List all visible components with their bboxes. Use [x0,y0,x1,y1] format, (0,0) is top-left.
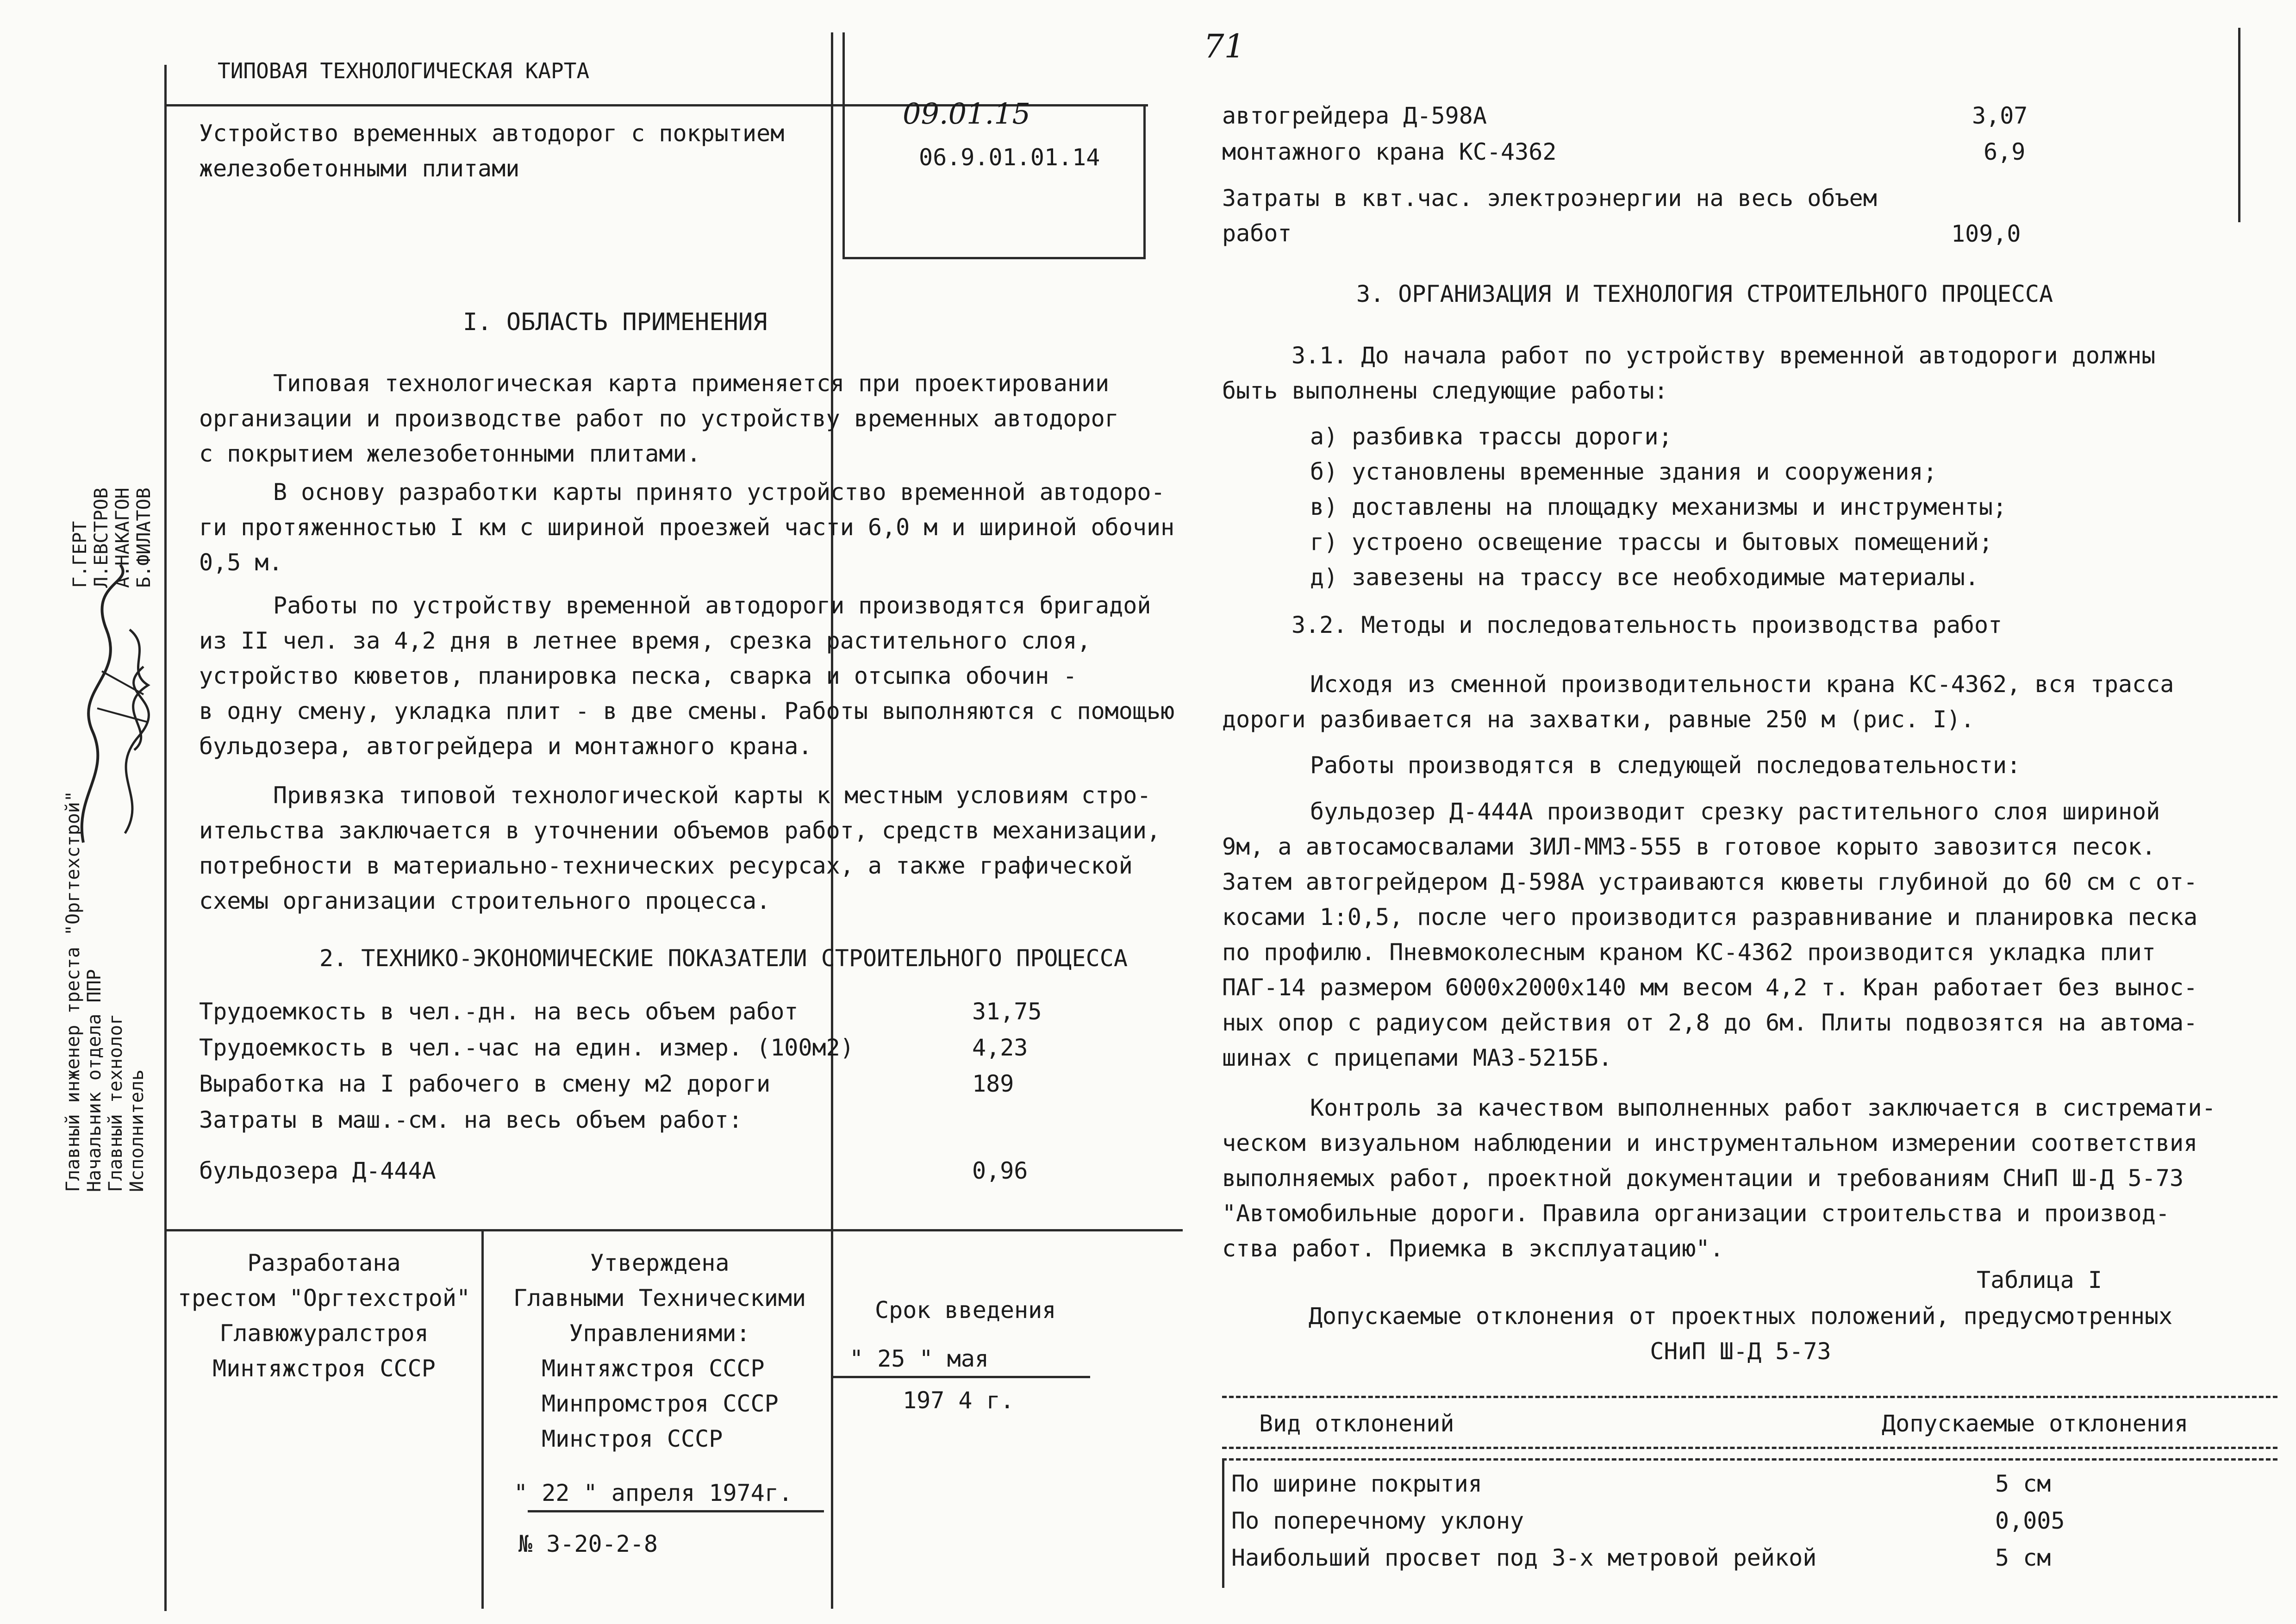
indicator-row: Трудоемкость в чел.-час на един. измер. (100м2) 4,23 [199,1034,1028,1061]
list-item: б) установлены временные здания и сооружения; [1310,458,1937,485]
energy-value: 109,0 [1951,220,2021,247]
section3-2-paragraph-2: Работы производятся в следующей последовательности: [1310,752,2021,779]
section3-2-paragraph-4: Контроль за качеством выполненных работ заключается в систремати- ческом визуальном наблюдении и инструментальном измерении соответствия выполняемых работ, проектной документации и требованиям СНиП Ш-Д 5-73 "Автомобильные дороги. Правила организации строительства и производ- ства работ. Приемка в эксплуатацию". [1222,1094,2216,1262]
section1-title: I. ОБЛАСТЬ ПРИМЕНЕНИЯ [463,308,767,336]
term-year: 197 4 г. [903,1387,1014,1414]
list-item: г) устроено освещение трассы и бытовых помещений; [1310,529,1993,556]
indicator-row: монтажного крана КС-4362 6,9 [1222,138,2026,165]
list-item: в) доставлены на площадку механизмы и инструменты; [1310,493,2007,520]
handwritten-code: 09.01.15 [903,97,1031,131]
section3-title: 3. ОРГАНИЗАЦИЯ И ТЕХНОЛОГИЯ СТРОИТЕЛЬНОГО ПРОЦЕССА [1356,281,2053,307]
developed-by-block: Разработана трестом "Оргтехстрой" Главюжуралстроя Минтяжстроя СССР [177,1249,471,1382]
table-row: По ширине покрытия 5 см [1231,1470,2051,1497]
right-edge-line [2238,28,2240,222]
doc-title: Устройство временных автодорог с покрытием железобетонными плитами [199,120,785,182]
table-number: Таблица I [1977,1267,2102,1293]
section3-2-paragraph-1: Исходя из сменной производительности крана КС-4362, вся трасса дороги разбивается на захватки, равные 250 м (рис. I). [1222,671,2174,733]
indicator-row: Трудоемкость в чел.-дн. на весь объем работ 31,75 [199,998,1042,1025]
signature-image [56,556,162,856]
indicators-table [199,1000,1079,1195]
tolerance-table-body [1231,1472,2250,1583]
section1-paragraph-4: Привязка типовой технологической карты к местным условиям стро- ительства заключается в уточнении объемов работ, средств механизации, потребности в материально-технических ресурсах, а также графической схемы организации строительного процесса. [199,782,1161,914]
table-row: Наибольший просвет под 3-х метровой рейкой 5 см [1231,1544,2051,1571]
indicator-row: бульдозера Д-444А 0,96 [199,1157,1028,1184]
table-header-rule-2 [1222,1458,2277,1461]
footer-divider-1 [481,1229,484,1609]
side-stamp-roles: Главный инженер треста "Оргтехстрой" Начальник отдела ППР Главный технолог Исполнитель [62,791,148,1192]
approved-date: " 22 " апреля 1974г. [514,1480,793,1506]
indicator-row: Выработка на I рабочего в смену м2 дороги 189 [199,1070,1014,1097]
approved-by-block: Утверждена Главными Техническими Управлениями: Минтяжстроя СССР Минпромстроя СССР Минстроя СССР [513,1249,806,1452]
list-item: д) завезены на трассу все необходимые материалы. [1310,564,1979,591]
section2-title: 2. ТЕХНИКО-ЭКОНОМИЧЕСКИЕ ПОКАЗАТЕЛИ СТРОИТЕЛЬНОГО ПРОЦЕССА [319,945,1128,972]
approved-date-underline [528,1510,824,1512]
list-item: а) разбивка трассы дороги; [1310,423,1672,450]
section3-2-title: 3.2. Методы и последовательность производства работ [1292,612,2003,638]
indicator-row: автогрейдера Д-598А 3,07 [1222,102,2028,129]
section3-1-intro: 3.1. До начала работ по устройству временной автодороги должны быть выполнены следующие работы: [1222,342,2156,404]
indicator-row: Затраты в маш.-см. на весь объем работ: [199,1106,742,1133]
energy-consumption: Затраты в квт.час. электроэнергии на весь объем работ [1222,185,1877,247]
header-code-bottom [842,257,1146,259]
term-date-underline [831,1376,1090,1378]
term-title: Срок введения [875,1297,1056,1324]
section1-paragraph-3: Работы по устройству временной автодороги производятся бригадой из II чел. за 4,2 дня в летнее время, срезка растительного слоя, устройство кюветов, планировка песка, сварка и отсыпка обочин - в одну смену, укладка плит - в две смены. Работы выполняются с помощью бульдозера, автогрейдера и монтажного крана. [199,592,1175,760]
footer-divider-2 [831,1229,833,1609]
doc-code: 06.9.01.01.14 [919,144,1100,171]
section3-1-list [1310,419,2007,595]
table-caption: Допускаемые отклонения от проектных положений, предусмотренных СНиП Ш-Д 5-73 [1308,1303,2173,1365]
protocol-number: № 3-20-2-8 [518,1530,658,1557]
page-mark: 71 [1204,27,1245,65]
term-date: " 25 " мая [849,1345,989,1372]
side-stamp-names: Г.ГЕРТ Л.ЕВСТРОВ А.НАКАГОН Б.ФИЛАТОВ [69,487,155,588]
footer-top-line [164,1229,1183,1231]
table-top-rule [1222,1396,2277,1398]
header-right-border [1143,104,1146,259]
section1-paragraph-2: В основу разработки карты принято устройство временной автодоро- ги протяженностью I км с шириной проезжей части 6,0 м и шириной обочин 0,5 м. [199,479,1175,576]
section1-paragraph-1: Типовая технологическая карта применяется при проектировании организации и производстве работ по устройству временных автодорог с покрытием железобетонными плитами. [199,370,1119,467]
table-col-tolerance: Допускаемые отклонения [1882,1410,2189,1437]
section3-2-paragraph-3: бульдозер Д-444А производит срезку растительного слоя шириной 9м, а автосамосвалами ЗИЛ-ММЗ-555 в готовое корыто завозится песок. Затем автогрейдером Д-598А устраиваются кюветы глубиной до 60 см с от- косами 1:0,5, после чего производится разравнивание и планировка песка по профилю. Пневмоколесным краном КС-4362 производится укладка плит ПАГ-14 размером 6000х2000х140 мм весом 4,2 т. Кран работает без вынос- ных опор с радиусом действия от 2,8 до 6м. Плиты подвозятся на автома- шинах с прицепами МАЗ-5215Б. [1222,798,2198,1071]
indicators-continued [1222,104,2102,176]
table-col-kind: Вид отклонений [1259,1410,1454,1437]
header-code-divider [842,32,845,259]
table-left-border [1222,1458,1224,1588]
table-row: По поперечному уклону 0,005 [1231,1507,2065,1534]
table-header-rule [1222,1447,2277,1449]
doc-type-label: ТИПОВАЯ ТЕХНОЛОГИЧЕСКАЯ КАРТА [218,58,590,83]
